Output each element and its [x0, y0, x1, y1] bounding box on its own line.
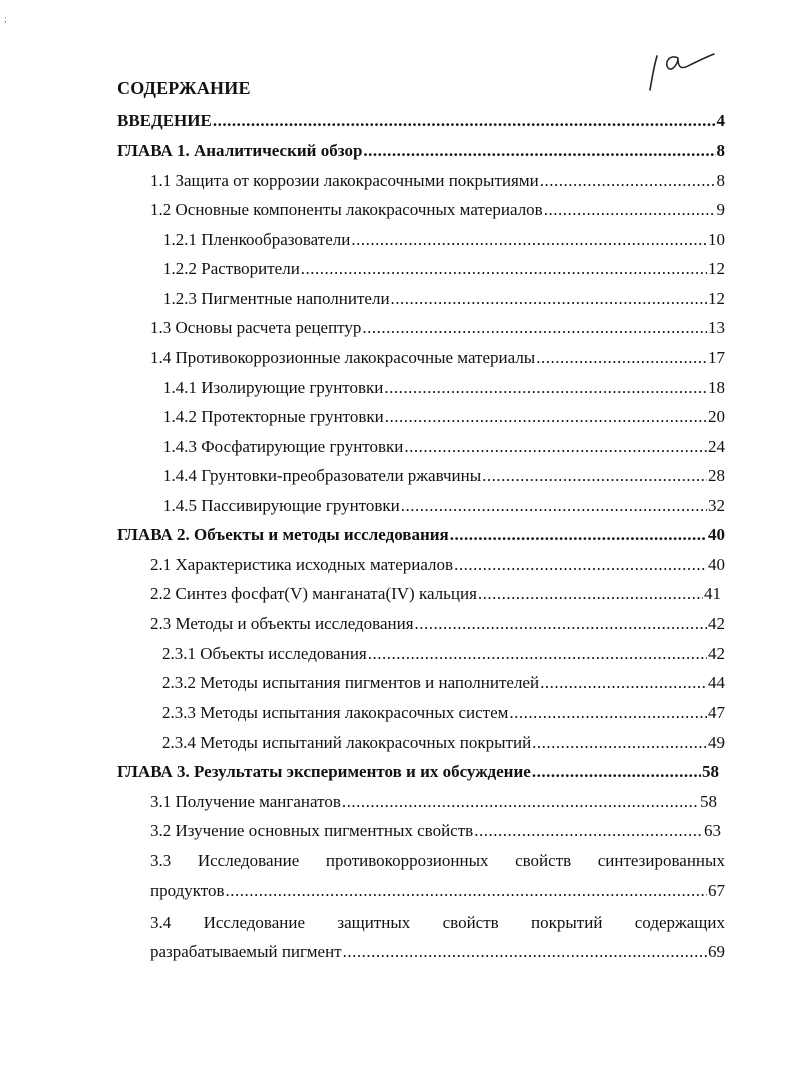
toc-entry-2-2 — [150, 584, 721, 610]
toc-entry-label: 1.3 Основы расчета рецептур — [150, 318, 362, 337]
toc-entry-2-1 — [150, 555, 725, 581]
toc-word: 3.3 — [150, 851, 172, 870]
toc-entry-label: ВВЕДЕНИЕ — [117, 111, 212, 130]
toc-word: содержащих — [634, 913, 725, 932]
toc-entry-label: 2.3.1 Объекты исследования — [162, 644, 367, 663]
toc-entry-1-4 — [150, 348, 725, 374]
toc-entry-1-3 — [150, 318, 725, 344]
toc-entry-label: 3.2 Изучение основных пигментных свойств — [150, 821, 474, 840]
toc-entry-2-3-2 — [162, 673, 725, 699]
toc-entry-page: 32 — [708, 496, 725, 515]
leader-dots — [343, 942, 707, 962]
toc-entry-label: продуктов — [150, 881, 225, 900]
toc-entry-1-2-2 — [163, 259, 725, 285]
toc-entry-label: 2.3 Методы и объекты исследования — [150, 614, 414, 633]
leader-dots — [213, 111, 716, 131]
toc-entry-page: 40 — [708, 555, 725, 574]
toc-entry-label: 1.4.4 Грунтовки-преобразователи ржавчины — [163, 466, 482, 485]
toc-entry-page: 40 — [708, 525, 725, 544]
toc-entry-3-1 — [150, 792, 717, 818]
toc-word: 3.4 — [150, 913, 172, 932]
handwritten-note — [640, 40, 720, 96]
toc-word: Исследование — [203, 913, 306, 932]
leader-dots — [363, 141, 715, 161]
toc-entry-page: 24 — [708, 437, 725, 456]
toc-entry-chapter-3 — [117, 762, 719, 788]
toc-entry-page: 47 — [708, 703, 725, 722]
toc-entry-label: 1.4.1 Изолирующие грунтовки — [163, 378, 384, 397]
toc-word: свойств — [515, 851, 572, 870]
toc-entry-1-2-3 — [163, 289, 725, 315]
toc-entry-page: 8 — [716, 141, 725, 160]
toc-entry-2-3-1 — [162, 644, 725, 670]
toc-entry-label: 1.4.3 Фосфатирующие грунтовки — [163, 437, 404, 456]
toc-entry-1-4-5 — [163, 496, 725, 522]
leader-dots — [351, 230, 707, 250]
toc-entry-page: 20 — [708, 407, 725, 426]
leader-dots — [544, 200, 716, 220]
toc-entry-page: 17 — [708, 348, 725, 367]
toc-entry-page: 42 — [708, 614, 725, 633]
toc-entry-page: 8 — [716, 171, 725, 190]
toc-entry-label: 2.1 Характеристика исходных материалов — [150, 555, 454, 574]
toc-entry-label: 3.1 Получение манганатов — [150, 792, 341, 811]
leader-dots — [536, 348, 707, 368]
toc-entry-label: 2.3.3 Методы испытания лакокрасочных систем — [162, 703, 509, 722]
toc-entry-3-2 — [150, 821, 721, 847]
toc-entry-label: 2.2 Синтез фосфат(V) манганата(IV) кальция — [150, 584, 477, 603]
toc-entry-1-2-1 — [163, 230, 725, 256]
leader-dots — [404, 437, 707, 457]
toc-entry-1-4-3 — [163, 437, 725, 463]
corner-mark: ; — [4, 14, 7, 25]
leader-dots — [362, 318, 707, 338]
toc-entry-page: 10 — [708, 230, 725, 249]
toc-entry-3-3-line2 — [150, 881, 725, 907]
leader-dots — [385, 407, 707, 427]
toc-word: покрытий — [531, 913, 603, 932]
toc-entry-page: 63 — [704, 821, 721, 840]
toc-entry-3-4-line1 — [150, 913, 725, 933]
toc-entry-page: 12 — [708, 289, 725, 308]
toc-entry-page: 42 — [708, 644, 725, 663]
toc-entry-page: 28 — [708, 466, 725, 485]
toc-entry-label: 2.3.2 Методы испытания пигментов и наполнителей — [162, 673, 540, 692]
toc-entry-page: 69 — [708, 942, 725, 961]
toc-entry-page: 67 — [708, 881, 725, 900]
leader-dots — [478, 584, 703, 604]
toc-entry-page: 58 — [702, 762, 719, 781]
leader-dots — [391, 289, 707, 309]
toc-entry-1-4-1 — [163, 378, 725, 404]
leader-dots — [474, 821, 703, 841]
leader-dots — [301, 259, 707, 279]
toc-entry-label: 1.1 Защита от коррозии лакокрасочными покрытиями — [150, 171, 539, 190]
toc-entry-label: 2.3.4 Методы испытаний лакокрасочных покрытий — [162, 733, 532, 752]
leader-dots — [368, 644, 707, 664]
toc-entry-1-2 — [150, 200, 725, 226]
toc-entry-page: 12 — [708, 259, 725, 278]
toc-entry-label: 1.2.1 Пленкообразователи — [163, 230, 351, 249]
toc-entry-1-4-2 — [163, 407, 725, 433]
toc-title: СОДЕРЖАНИЕ — [117, 78, 251, 98]
toc-entry-page: 4 — [716, 111, 725, 130]
toc-word: свойств — [442, 913, 499, 932]
toc-entry-2-3-3 — [162, 703, 725, 729]
toc-entry-2-3 — [150, 614, 725, 640]
toc-entry-page: 13 — [708, 318, 725, 337]
toc-entry-page: 41 — [704, 584, 721, 603]
leader-dots — [384, 378, 707, 398]
toc-entry-label: 1.2.3 Пигментные наполнители — [163, 289, 390, 308]
toc-entry-label: 1.2 Основные компоненты лакокрасочных материалов — [150, 200, 543, 219]
leader-dots — [415, 614, 707, 634]
toc-word: противокоррозионных — [325, 851, 489, 870]
leader-dots — [509, 703, 707, 723]
leader-dots — [450, 525, 707, 545]
toc-entry-page: 49 — [708, 733, 725, 752]
toc-word: защитных — [337, 913, 411, 932]
toc-entry-chapter-2 — [117, 525, 725, 551]
leader-dots — [454, 555, 707, 575]
leader-dots — [342, 792, 699, 812]
toc-entry-page: 44 — [708, 673, 725, 692]
toc-entry-1-1 — [150, 171, 725, 197]
leader-dots — [401, 496, 707, 516]
leader-dots — [540, 171, 716, 191]
leader-dots — [226, 881, 707, 901]
toc-entry-label: ГЛАВА 2. Объекты и методы исследования — [117, 525, 449, 544]
toc-entry-page: 18 — [708, 378, 725, 397]
toc-entry-chapter-1 — [117, 141, 725, 167]
toc-entry-label: ГЛАВА 3. Результаты экспериментов и их обсуждение — [117, 762, 531, 781]
toc-entry-label: разрабатываемый пигмент — [150, 942, 342, 961]
toc-word: синтезированных — [597, 851, 725, 870]
leader-dots — [532, 762, 701, 782]
leader-dots — [540, 673, 707, 693]
toc-entry-page: 58 — [700, 792, 717, 811]
toc-entry-3-3-line1 — [150, 851, 725, 871]
toc-entry-1-4-4 — [163, 466, 725, 492]
toc-entry-3-4-line2 — [150, 942, 725, 968]
toc-entry-label: 1.4 Противокоррозионные лакокрасочные материалы — [150, 348, 536, 367]
toc-entry-label: 1.4.5 Пассивирующие грунтовки — [163, 496, 400, 515]
toc-entry-2-3-4 — [162, 733, 725, 759]
toc-entry-label: 1.4.2 Протекторные грунтовки — [163, 407, 384, 426]
toc-entry-page: 9 — [716, 200, 725, 219]
toc-entry-label: ГЛАВА 1. Аналитический обзор — [117, 141, 363, 160]
toc-word: Исследование — [197, 851, 300, 870]
leader-dots — [532, 733, 707, 753]
toc-entry-intro — [117, 111, 725, 137]
leader-dots — [482, 466, 707, 486]
toc-entry-label: 1.2.2 Растворители — [163, 259, 300, 278]
